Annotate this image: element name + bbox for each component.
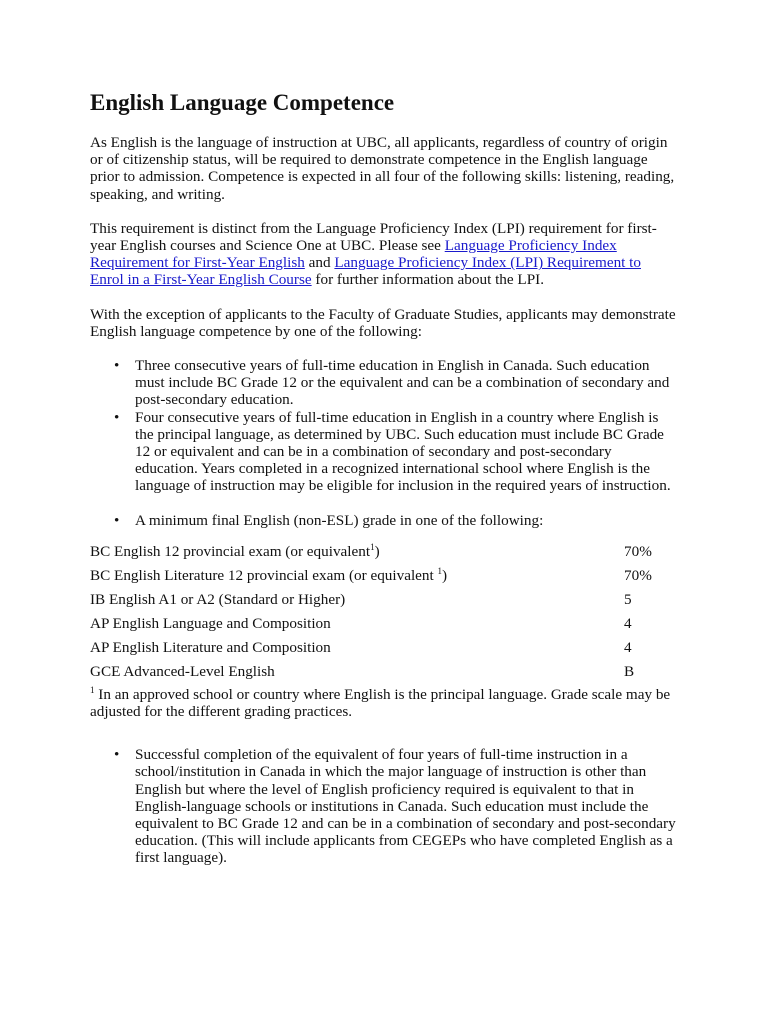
- page-title: English Language Competence: [90, 90, 395, 115]
- table-row: [90, 540, 678, 564]
- other-options-list: [90, 746, 678, 866]
- list-item-text: Three consecutive years of full-time education in English in Canada. Such education must include BC Grade 12 or the equivalent and can be a combination of secondary and post-secondary education.: [135, 357, 670, 409]
- grade-cell: 4: [624, 639, 632, 657]
- footnote-text: In an approved school or country where English is the principal language. Grade scale may be adjusted for the different grading practices.: [90, 685, 671, 721]
- table-row: [90, 612, 678, 636]
- bullet-icon: •: [114, 746, 120, 764]
- bullet-icon: •: [114, 357, 120, 375]
- intro-paragraph: As English is the language of instruction at UBC, all applicants, regardless of country of origin or of citizenship status, will be required to demonstrate competence in the English language prior to admission. Competence is expected in all four of the following skills: listening, reading, speaking, and writing.: [90, 134, 675, 203]
- table-row: [90, 588, 678, 612]
- grade-cell: 70%: [624, 567, 652, 585]
- document-page: [90, 86, 678, 884]
- lpi-paragraph: [90, 220, 678, 289]
- list-item: [90, 746, 678, 866]
- bullet-icon: •: [114, 408, 120, 426]
- grade-cell: B: [624, 663, 635, 681]
- list-item-text: A minimum final English (non-ESL) grade in one of the following:: [135, 511, 544, 529]
- list-item-text: Four consecutive years of full-time education in English in a country where English is the principal language, as determined by UBC. Such education must include BC Grade 12 or equivalent and can be in a combination of secondary and post-secondary education. Years completed in a recognized international school where English is the language of instruction may be eligible for inclusion in the required years of instruction.: [135, 408, 671, 495]
- exam-cell: IB English A1 or A2 (Standard or Higher): [90, 591, 346, 609]
- table-row: [90, 660, 678, 684]
- competence-options-paragraph: With the exception of applicants to the Faculty of Graduate Studies, applicants may demonstrate English language competence by one of the following:: [90, 305, 676, 340]
- table-row: [90, 636, 678, 660]
- lpi-paragraph-text-before: This requirement is distinct from the Language Proficiency Index (LPI) requirement for first-year English courses and Science One at UBC. Please see: [90, 219, 657, 255]
- minimum-grades-table: [90, 540, 678, 684]
- lpi-enrol-first-year-course-link[interactable]: Language Proficiency Index (LPI) Requirement to Enrol in a First-Year English Course: [90, 254, 641, 289]
- grade-cell: 70%: [624, 543, 652, 561]
- footnote-marker: 1: [437, 566, 443, 577]
- education-options-list: [90, 357, 678, 495]
- list-item: [90, 357, 678, 409]
- exam-cell: AP English Language and Composition: [90, 615, 331, 633]
- exam-cell: GCE Advanced-Level English: [90, 663, 275, 681]
- list-item: [90, 512, 678, 529]
- lpi-paragraph-text-middle: and: [304, 254, 335, 272]
- bullet-icon: •: [114, 511, 120, 529]
- grade-option-list: [90, 512, 678, 529]
- list-item-text: Successful completion of the equivalent of four years of full-time instruction in a school/institution in Canada in which the major language of instruction is other than English but where the level of English proficiency required is equivalent to that in English-language schools or institutions in Canada. Such education must include the equivalent to BC Grade 12 and can be in a combination of secondary and post-secondary education. (This will include applicants from CEGEPs who have completed English as a first language).: [135, 746, 676, 867]
- footnote-marker: 1: [90, 684, 95, 695]
- grade-cell: 4: [624, 615, 632, 633]
- lpi-paragraph-text-after: for further information about the LPI.: [311, 271, 545, 289]
- footnote-marker: 1: [370, 542, 375, 553]
- exam-cell: AP English Literature and Composition: [90, 639, 331, 657]
- exam-cell: BC English Literature 12 provincial exam (or equivalent $^1$): [90, 566, 448, 585]
- footnote: [90, 686, 678, 720]
- lpi-first-year-english-link[interactable]: Language Proficiency Index Requirement for First-Year English: [90, 237, 617, 272]
- grade-cell: 5: [624, 591, 632, 609]
- table-row: [90, 564, 678, 588]
- exam-cell: BC English 12 provincial exam (or equivalent$^1$): [90, 542, 380, 561]
- list-item: [90, 409, 678, 495]
